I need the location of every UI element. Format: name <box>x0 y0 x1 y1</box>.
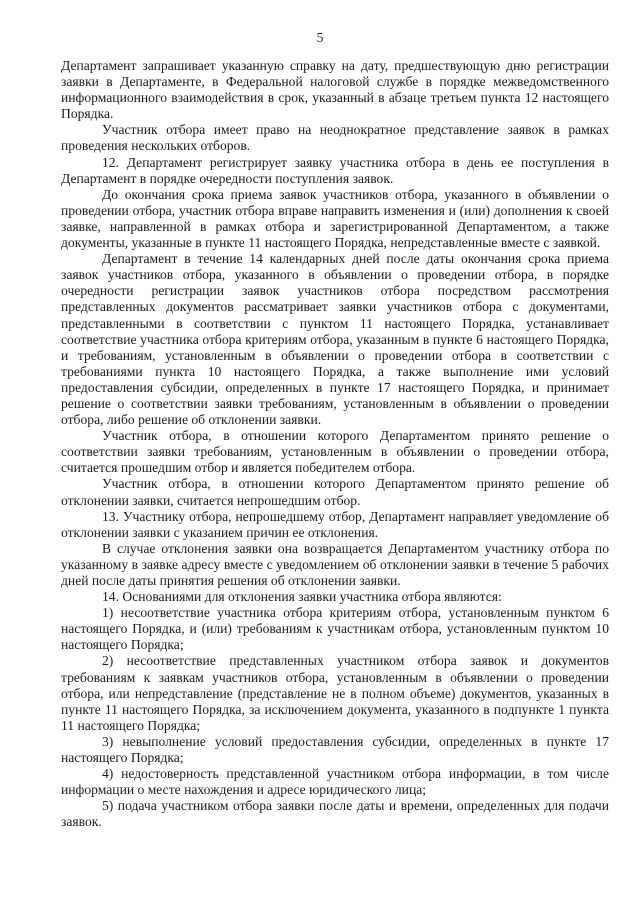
list-item-1: 1) несоответствие участника отбора критериям отбора, установленным пунктом 6 настоящего Порядка, и (или) требованиям к участникам отбора, установленным пунктом 10 настоящего Порядка; <box>61 605 609 653</box>
paragraph-2: Участник отбора имеет право на неоднократное представление заявок в рамках проведения нескольких отборов. <box>61 122 609 154</box>
list-item-3: 3) невыполнение условий предоставления субсидии, определенных в пункте 17 настоящего Порядка; <box>61 733 609 766</box>
paragraph-3: 12. Департамент регистрирует заявку участника отбора в день ее поступления в Департамент в порядке очередности поступления заявок. <box>61 154 609 186</box>
paragraph-10: 14. Основаниями для отклонения заявки участника отбора являются: <box>102 589 502 605</box>
paragraph-4: До окончания срока приема заявок участников отбора, указанного в объявлении о проведении отбора, участник отбора вправе направить изменения и (или) дополнения к своей заявке, направленной в рамках отбора и зарегистрированной Департаментом, а также документы, указанные в пункте 11 настоящего Порядка, непредставленные вместе с заявкой. <box>61 186 609 251</box>
list-item-2: 2) несоответствие представленных участником отбора заявок и документов требованиям к заявкам участников отбора, установленным в объявлении о проведении отбора, или непредставление (представление не в полном объеме) документов, указанных в пункте 11 настоящего Порядка, за исключением документа, указанного в подпункте 1 пункта 11 настоящего Порядка; <box>61 653 609 733</box>
paragraph-7: Участник отбора, в отношении которого Департаментом принято решение об отклонении заявки, считается непрошедшим отбор. <box>61 476 609 508</box>
list-item-5: 5) подача участником отбора заявки после даты и времени, определенных для подачи заявок. <box>61 798 609 830</box>
paragraph-5: Департамент в течение 14 календарных дней после даты окончания срока приема заявок участников отбора, указанного в объявлении о проведении отбора, в порядке очередности регистрации заявок участников отбора посредством рассмотрения представленных документов рассматривает заявки участников отбора с документами, представленными в соответствии с пунктом 11 настоящего Порядка, устанавливает соответствие участника отбора критериям отбора, указанным в пункте 6 настоящего Порядка, и требованиям, установленным в объявлении о проведении отбора в соответствии с требованиями пункта 10 настоящего Порядка, а также выполнение ими условий предоставления субсидии, определенных в пункте 17 настоящего Порядка, и принимает решение о соответствии заявки требованиям, установленным в объявлении о проведении отбора, либо решение об отклонении заявки. <box>61 251 609 428</box>
document-body <box>61 58 609 831</box>
paragraph-6: Участник отбора, в отношении которого Департаментом принято решение о соответствии заявки требованиям, установленным в объявлении о проведении отбора, считается прошедшим отбор и является победителем отбора. <box>61 428 609 476</box>
paragraph-1: Департамент запрашивает указанную справку на дату, предшествующую дню регистрации заявки в Департаменте, в Федеральной налоговой службе в порядке межведомственного информационного взаимодействия в срок, указанный в абзаце третьем пункта 12 настоящего Порядка. <box>61 58 609 122</box>
list-item-4: 4) недостоверность представленной участником отбора информации, в том числе информации о месте нахождения и адресе юридического лица; <box>61 766 609 798</box>
page-number: 5 <box>316 30 324 45</box>
paragraph-8: 13. Участнику отбора, непрошедшему отбор, Департамент направляет уведомление об отклонении заявки с указанием причин ее отклонения. <box>61 508 609 540</box>
paragraph-9: В случае отклонения заявки она возвращается Департаментом участнику отбора по указанному в заявке адресу вместе с уведомлением об отклонении заявки в течение 5 рабочих дней после даты принятия решения об отклонении заявки. <box>61 540 609 588</box>
